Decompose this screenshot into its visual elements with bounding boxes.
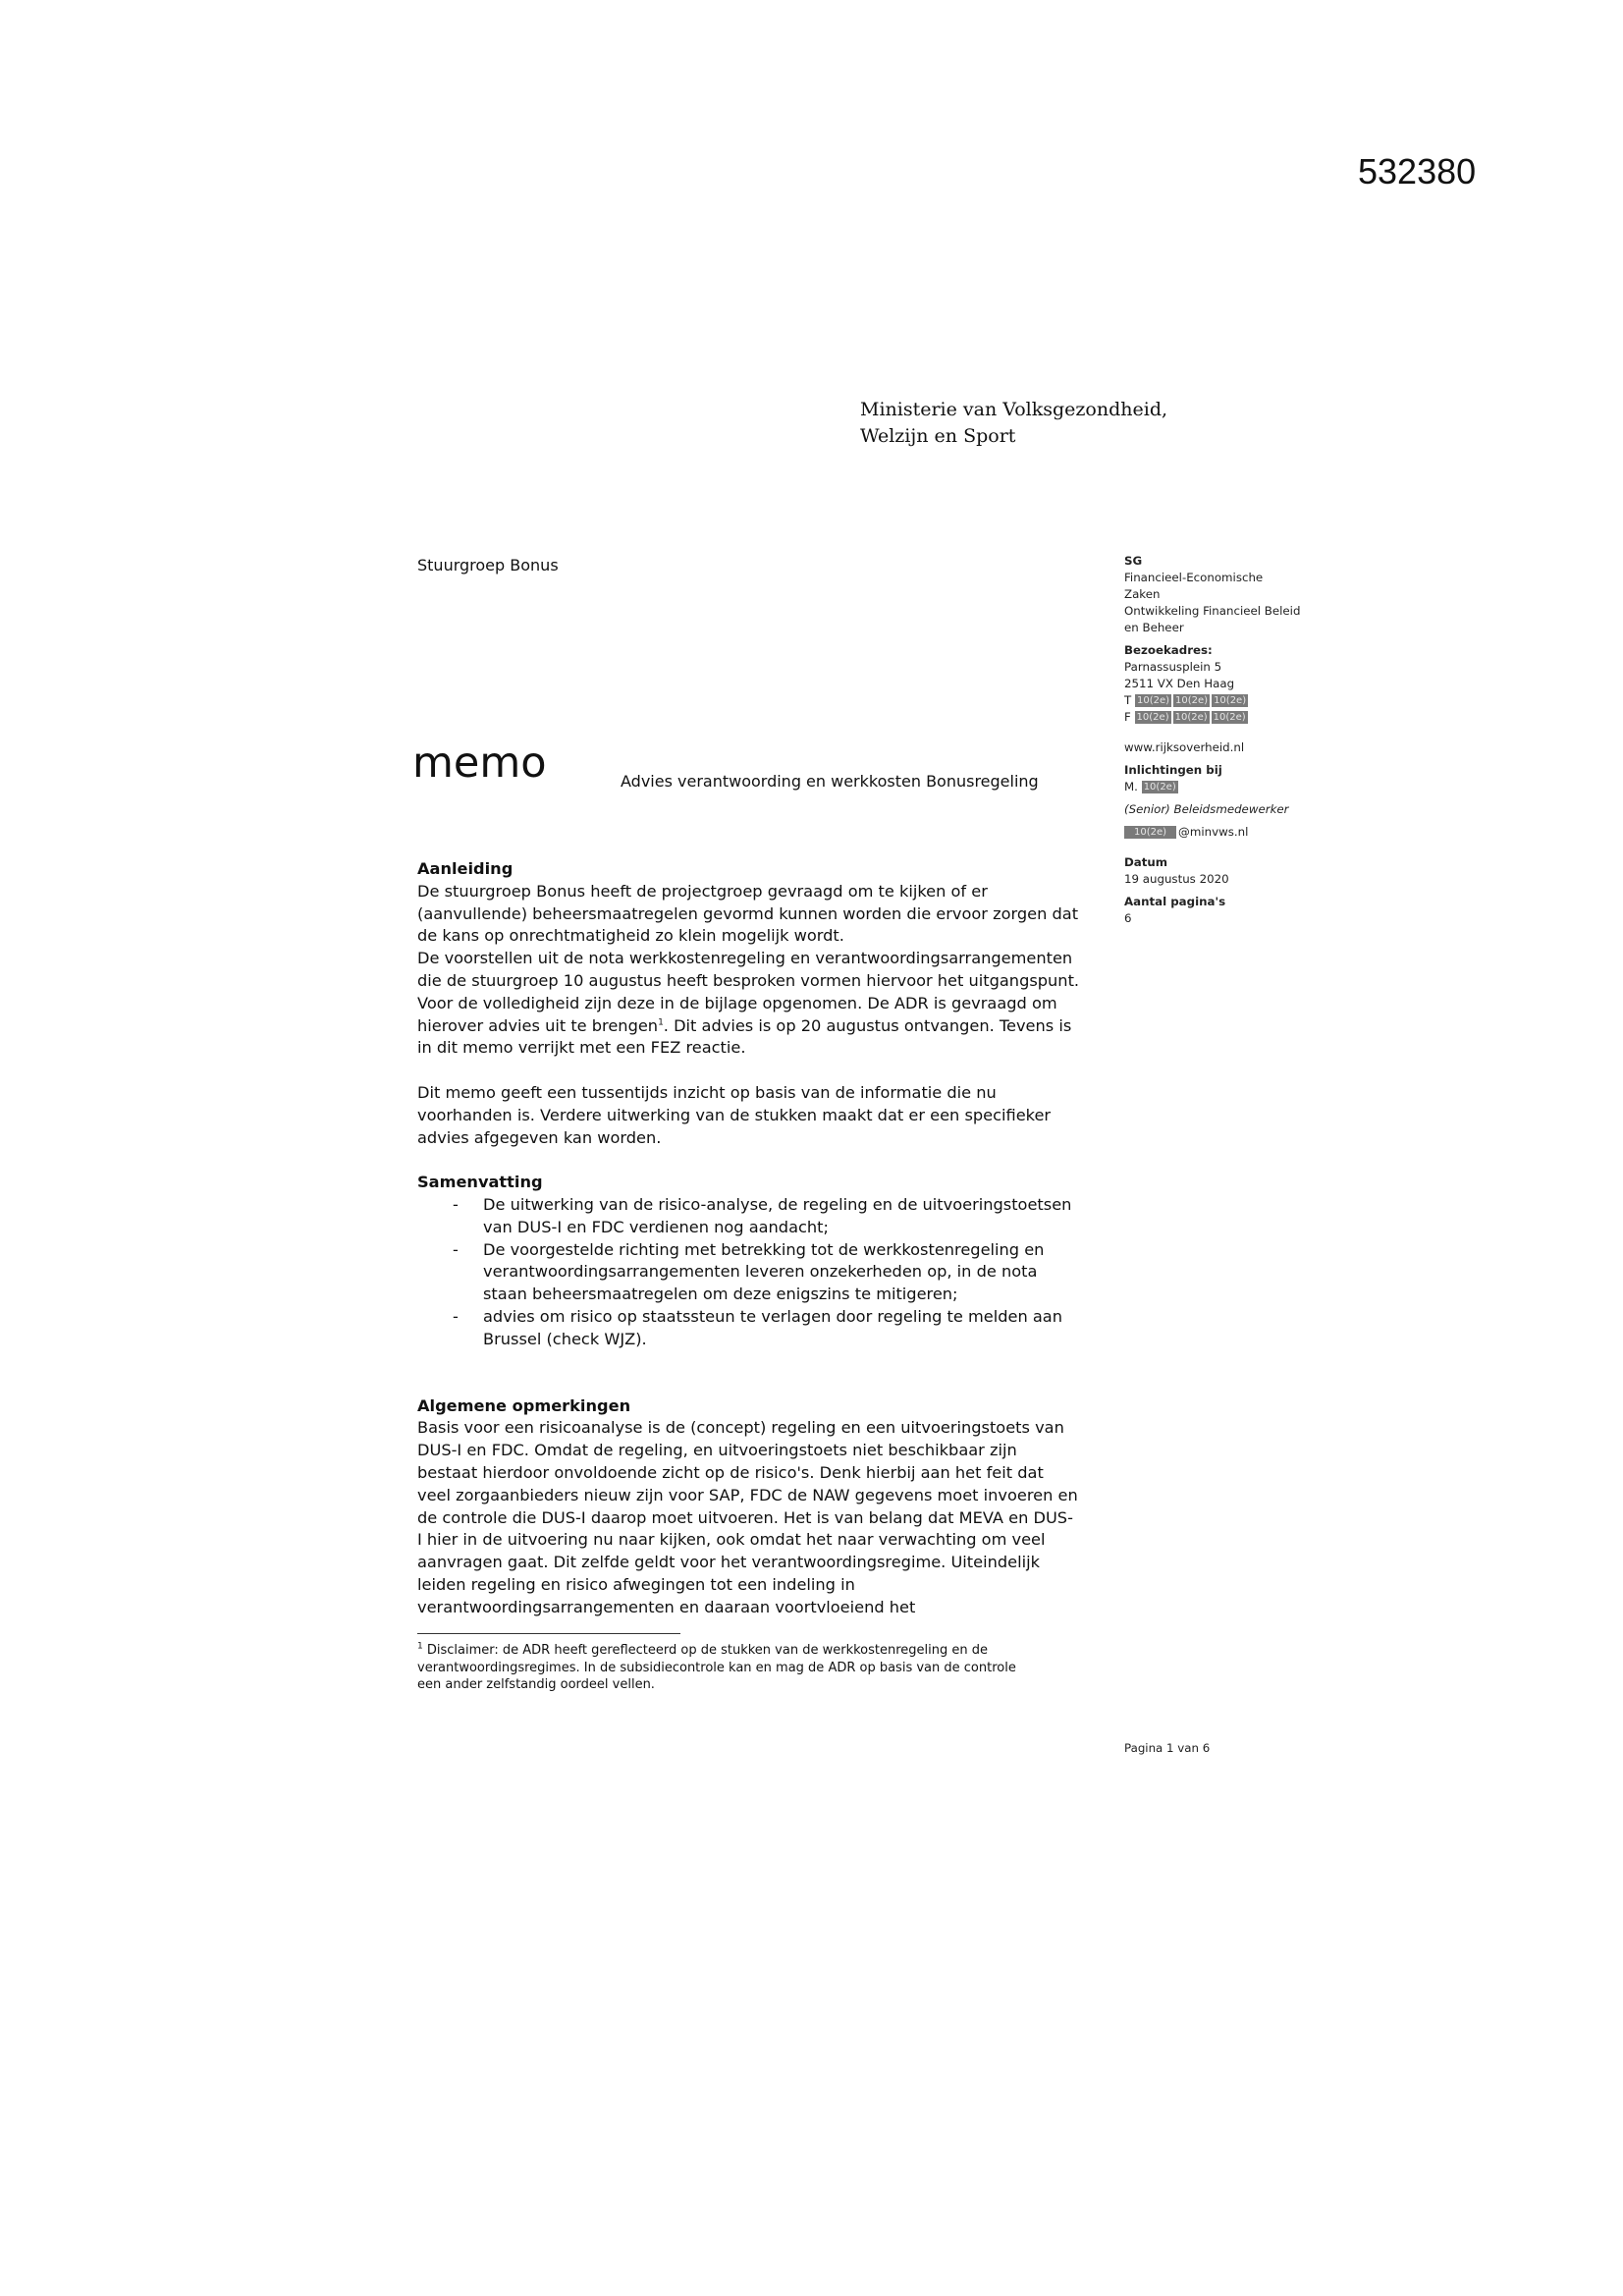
list-item <box>417 1194 1116 1239</box>
sidebar-phone <box>1124 692 1350 709</box>
text-fragment: Disclaimer: de ADR heeft gereflecteerd op de stukken van de werkkostenregeling en de <box>422 1643 988 1658</box>
text-line: DUS-I en FDC. Omdat de regeling, en uitvoeringstoets niet beschikbaar zijn <box>417 1441 1017 1460</box>
redaction-box: 10(2e) <box>1175 695 1209 706</box>
text-line: - advies om risico op staatssteun te verlagen door regeling te melden aan <box>483 1306 1062 1326</box>
redaction-box: 10(2e) <box>1214 695 1247 706</box>
ministry-line-2: Welzijn en Sport <box>860 425 1016 447</box>
ministry-line-1: Ministerie van Volksgezondheid, <box>860 399 1168 420</box>
redaction-box: 10(2e) <box>1136 695 1170 706</box>
fax-prefix: F <box>1124 710 1131 724</box>
recipient: Stuurgroep Bonus <box>417 556 559 574</box>
text-line <box>417 1642 1124 1660</box>
sidebar-pages-label: Aantal pagina's <box>1124 895 1226 908</box>
redaction-box: 10(2e) <box>1124 826 1176 839</box>
text-line: de controle die DUS-I daarop moet uitvoeren. Het is van belang dat MEVA en DUS- <box>417 1507 1073 1527</box>
text-line: - De uitwerking van de risico-analyse, de regeling en de uitvoeringstoetsen <box>483 1194 1072 1214</box>
text-line <box>417 1015 1116 1038</box>
text-line: verantwoordingsregimes. In de subsidiecontrole kan en mag de ADR op basis van de controle <box>417 1660 1016 1675</box>
text-line: Basis voor een risicoanalyse is de (concept) regeling en een uitvoeringstoets van <box>417 1418 1064 1438</box>
sidebar-dept-line: Zaken <box>1124 587 1161 601</box>
document-number: 532380 <box>1358 151 1477 191</box>
contact-prefix: M. <box>1124 780 1138 793</box>
redaction-box: 10(2e) <box>1174 712 1208 723</box>
section-heading-aanleiding: Aanleiding <box>417 859 514 878</box>
text-line: (aanvullende) beheersmaatregelen gevormd kunnen worden die ervoor zorgen dat <box>417 903 1079 923</box>
text-line: aanvragen gaat. Dit zelfde geldt voor het verantwoordingsregime. Uiteindelijk <box>417 1553 1040 1572</box>
sidebar-colophon <box>1124 553 1350 927</box>
sidebar-website: www.rijksoverheid.nl <box>1124 740 1245 754</box>
footnote-divider <box>417 1633 680 1634</box>
text-fragment: . Dit advies is op 20 augustus ontvangen. Tevens is <box>663 1015 1072 1035</box>
footnote <box>417 1642 1124 1694</box>
text-line: De voorstellen uit de nota werkkostenregeling en verantwoordingsarrangementen <box>417 949 1073 968</box>
text-line: verantwoordingsarrangementen leveren onzekerheden op, in de nota <box>483 1262 1038 1282</box>
list-item <box>417 1239 1116 1306</box>
page-number: Pagina 1 van 6 <box>1124 1741 1211 1755</box>
text-line: in dit memo verrijkt met een FEZ reactie. <box>417 1038 746 1058</box>
section-heading-samenvatting: Samenvatting <box>417 1173 543 1192</box>
memo-subject: Advies verantwoording en werkkosten Bonusregeling <box>621 772 1039 791</box>
text-line: De stuurgroep Bonus heeft de projectgroep gevraagd om te kijken of er <box>417 881 988 901</box>
sidebar-dept-line: Ontwikkeling Financieel Beleid <box>1124 604 1301 618</box>
paragraph-aanleiding <box>417 881 1116 1060</box>
sidebar-date-label: Datum <box>1124 855 1168 869</box>
redaction-box: 10(2e) <box>1136 712 1169 723</box>
sidebar-email <box>1124 824 1350 841</box>
text-line: Brussel (check WJZ). <box>483 1329 647 1348</box>
text-line: advies afgegeven kan worden. <box>417 1127 662 1147</box>
redaction-box: 10(2e) <box>1213 712 1246 723</box>
paragraph-intro <box>417 1082 1116 1149</box>
text-line: verantwoordingsarrangementen en daaraan voortvloeiend het <box>417 1597 916 1616</box>
sidebar-visit-label: Bezoekadres: <box>1124 643 1213 657</box>
footnote-reference: 1 <box>658 1017 664 1028</box>
sidebar-info-label: Inlichtingen bij <box>1124 763 1222 777</box>
redaction-box: 10(2e) <box>1143 782 1176 793</box>
sidebar-fax <box>1124 709 1350 726</box>
sidebar-dept-line: en Beheer <box>1124 621 1184 634</box>
sidebar-org: SG <box>1124 554 1143 568</box>
text-line: een ander zelfstandig oordeel vellen. <box>417 1677 655 1692</box>
sidebar-address-line: Parnassusplein 5 <box>1124 660 1222 674</box>
sidebar-dept-line: Financieel-Economische <box>1124 571 1264 584</box>
text-line: staan beheersmaatregelen om deze enigszins te mitigeren; <box>483 1285 958 1304</box>
text-line: Dit memo geeft een tussentijds inzicht op basis van de informatie die nu <box>417 1082 997 1102</box>
summary-list <box>417 1194 1116 1351</box>
sidebar-address-line: 2511 VX Den Haag <box>1124 677 1235 690</box>
list-item <box>417 1306 1116 1351</box>
paragraph-algemeen <box>417 1417 1116 1618</box>
phone-prefix: T <box>1124 693 1132 707</box>
memo-title: memo <box>412 738 547 788</box>
text-line: - De voorgestelde richting met betrekking tot de werkkostenregeling en <box>483 1239 1045 1259</box>
sidebar-pages-value: 6 <box>1124 911 1132 925</box>
text-line: I hier in de uitvoering nu naar kijken, ook omdat het naar verwachting om veel <box>417 1530 1046 1550</box>
email-suffix: @minvws.nl <box>1178 825 1249 839</box>
text-line: veel zorgaanbieders nieuw zijn voor SAP, FDC de NAW gegevens moet invoeren en <box>417 1485 1078 1504</box>
sidebar-contact-role: (Senior) Beleidsmedewerker <box>1124 802 1289 816</box>
text-line: leiden regeling en risico afwegingen tot een indeling in <box>417 1574 855 1594</box>
text-line: voorhanden is. Verdere uitwerking van de stukken maakt dat er een specifieker <box>417 1105 1052 1124</box>
text-line: Voor de volledigheid zijn deze in de bijlage opgenomen. De ADR is gevraagd om <box>417 993 1057 1012</box>
text-line: die de stuurgroep 10 augustus heeft besproken vormen hiervoor het uitgangspunt. <box>417 970 1080 990</box>
text-line: van DUS-I en FDC verdienen nog aandacht; <box>483 1217 829 1236</box>
text-line: bestaat hierdoor onvoldoende zicht op de risico's. Denk hierbij aan het feit dat <box>417 1462 1044 1482</box>
sidebar-date-value: 19 augustus 2020 <box>1124 872 1229 886</box>
text-line: de kans op onrechtmatigheid zo klein mogelijk wordt. <box>417 926 844 946</box>
sidebar-contact <box>1124 779 1350 795</box>
memo-body <box>417 858 1116 1619</box>
text-fragment: hierover advies uit te brengen <box>417 1015 659 1035</box>
section-heading-algemeen: Algemene opmerkingen <box>417 1395 631 1415</box>
ministry-logo-text <box>860 397 1167 450</box>
footnote-number: 1 <box>417 1641 423 1652</box>
